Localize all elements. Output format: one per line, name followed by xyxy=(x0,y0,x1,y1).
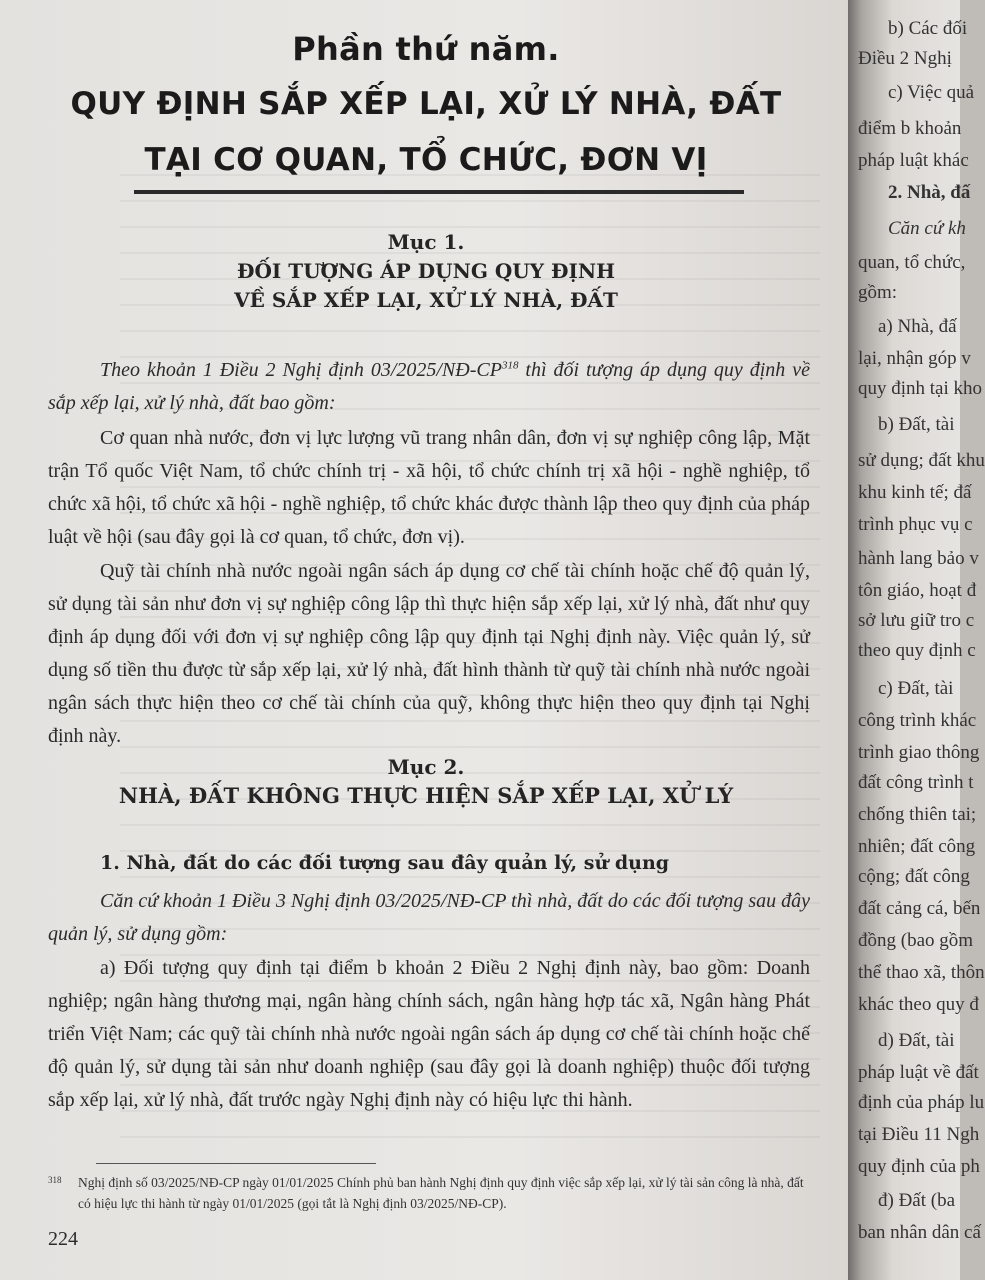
section-2-subheading: 1. Nhà, đất do các đối tượng sau đây quản lý, sử dụng xyxy=(100,852,670,874)
book-page-right-edge xyxy=(848,0,985,1280)
next-page-line: quan, tổ chức, xyxy=(858,252,966,273)
next-page-line: gồm: xyxy=(858,282,898,303)
next-page-line: cộng; đất công xyxy=(858,866,970,887)
part-label: Phần thứ năm. xyxy=(292,30,560,68)
next-page-line: 2. Nhà, đấ xyxy=(888,182,971,203)
next-page-line: trình giao thông xyxy=(858,742,980,763)
next-page-line: chống thiên tai; xyxy=(858,804,977,825)
next-page-line: sở lưu giữ tro c xyxy=(858,610,975,631)
next-page-line: theo quy định c xyxy=(858,640,976,661)
next-page-line: khu kinh tế; đấ xyxy=(858,482,972,503)
next-page-line: hành lang bảo v xyxy=(858,548,979,569)
section-1-paragraph-1: Cơ quan nhà nước, đơn vị lực lượng vũ trang nhân dân, đơn vị sự nghiệp công lập, Mặt trận Tổ quốc Việt Nam, tổ chức chính trị - xã hội, tổ chức chính trị xã hội - nghề nghiệp, tổ chức xã hội, tổ chức xã hội - nghề nghiệp, tổ chức khác được thành lập theo quy định của pháp luật về hội (sau đây gọi là cơ quan, tổ chức, đơn vị). xyxy=(48,427,810,548)
next-page-line: tôn giáo, hoạt đ xyxy=(858,580,977,601)
section-1-title-line-1: ĐỐI TƯỢNG ÁP DỤNG QUY ĐỊNH xyxy=(236,259,616,283)
next-page-line: quy định của ph xyxy=(858,1156,980,1177)
next-page-line: đồng (bao gồm xyxy=(858,930,974,951)
next-page-line: pháp luật khác xyxy=(858,150,969,171)
next-page-line: nhiên; đất công xyxy=(858,836,976,857)
next-page-line: d) Đất, tài xyxy=(878,1030,955,1051)
next-page-line: quy định tại kho xyxy=(858,378,983,399)
next-page-line: c) Việc quả xyxy=(888,82,975,103)
section-1-title-line-2: VỀ SẮP XẾP LẠI, XỬ LÝ NHÀ, ĐẤT xyxy=(234,288,618,312)
next-page-line: b) Các đối xyxy=(888,18,968,39)
section-2-label: Mục 2. xyxy=(387,755,465,779)
next-page-line: tại Điều 11 Ngh xyxy=(858,1124,980,1145)
next-page-line: trình phục vụ c xyxy=(858,514,973,535)
section-1-intro: Theo khoản 1 Điều 2 Nghị định 03/2025/NĐ-CP$^{318}$ thì đối tượng áp dụng quy định về sắp xếp lại, xử lý nhà, đất bao gồm: xyxy=(48,359,810,414)
footnote-text: Nghị định số 03/2025/NĐ-CP ngày 01/01/2025 Chính phủ ban hành Nghị định quy định việc sắp xếp lại, xử lý tài sản công là nhà, đất có hiệu lực thi hành từ ngày 01/01/2025 (gọi tắt là Nghị định 03/2025/NĐ-CP). xyxy=(78,1175,804,1211)
footnote xyxy=(48,1172,818,1214)
next-page-line: Căn cứ kh xyxy=(888,218,966,239)
section-2-intro: Căn cứ khoản 1 Điều 3 Nghị định 03/2025/NĐ-CP thì nhà, đất do các đối tượng sau đây quản lý, sử dụng gồm: xyxy=(48,890,810,945)
next-page-line: khác theo quy đ xyxy=(858,994,979,1015)
next-page-line: lại, nhận góp v xyxy=(858,348,971,369)
section-1-paragraph-2: Quỹ tài chính nhà nước ngoài ngân sách áp dụng cơ chế tài chính hoặc chế độ quản lý, sử dụng tài sản như đơn vị sự nghiệp công lập thì thực hiện sắp xếp lại, xử lý nhà, đất như quy định áp dụng đối với đơn vị sự nghiệp công lập quy định tại Nghị định này. Việc quản lý, sử dụng số tiền thu được từ sắp xếp lại, xử lý nhà, đất hình thành từ quỹ tài chính nhà nước ngoài ngân sách thực hiện theo cơ chế tài chính của quỹ, không thực hiện theo quy định tại Nghị định này. xyxy=(48,560,810,747)
next-page-line: ban nhân dân cấ xyxy=(858,1222,981,1243)
next-page-line: đ) Đất (ba xyxy=(878,1190,956,1211)
next-page-line: Điều 2 Nghị xyxy=(858,48,952,69)
footnote-rule xyxy=(96,1163,376,1164)
footnote-mark: 318 xyxy=(48,1175,62,1185)
title-rule xyxy=(134,190,744,194)
next-page-line: định của pháp lu xyxy=(858,1092,985,1113)
next-page-line: sử dụng; đất khu xyxy=(858,450,985,471)
next-page-line: đất công trình t xyxy=(858,772,974,793)
part-title-line-2: TẠI CƠ QUAN, TỔ CHỨC, ĐƠN VỊ xyxy=(144,142,708,178)
footnote-ref: 318 xyxy=(501,359,519,372)
next-page-line: c) Đất, tài xyxy=(878,678,954,699)
part-title-line-1: QUY ĐỊNH SẮP XẾP LẠI, XỬ LÝ NHÀ, ĐẤT xyxy=(70,86,782,122)
next-page-line: điểm b khoản xyxy=(858,118,962,139)
section-2-title: NHÀ, ĐẤT KHÔNG THỰC HIỆN SẮP XẾP LẠI, XỬ LÝ xyxy=(118,783,734,808)
section-1-label: Mục 1. xyxy=(387,230,465,254)
next-page-line: công trình khác xyxy=(858,710,977,731)
next-page-line: đất cảng cá, bến xyxy=(858,898,981,919)
next-page-line: pháp luật về đất xyxy=(858,1062,979,1083)
next-page-line: thể thao xã, thôn xyxy=(858,962,985,983)
section-2-item-a: a) Đối tượng quy định tại điểm b khoản 2 Điều 2 Nghị định này, bao gồm: Doanh nghiệp; ngân hàng thương mại, ngân hàng chính sách, ngân hàng hợp tác xã, Ngân hàng Phát triển Việt Nam; các quỹ tài chính nhà nước ngoài ngân sách áp dụng cơ chế tài chính hoặc chế độ quản lý, sử dụng tài sản như doanh nghiệp (sau đây gọi là doanh nghiệp) thuộc đối tượng sắp xếp lại, xử lý nhà, đất trước ngày Nghị định này có hiệu lực thi hành. xyxy=(48,957,810,1111)
next-page-line: a) Nhà, đấ xyxy=(878,316,957,337)
page-number: 224 xyxy=(48,1228,78,1250)
next-page-line: b) Đất, tài xyxy=(878,414,955,435)
